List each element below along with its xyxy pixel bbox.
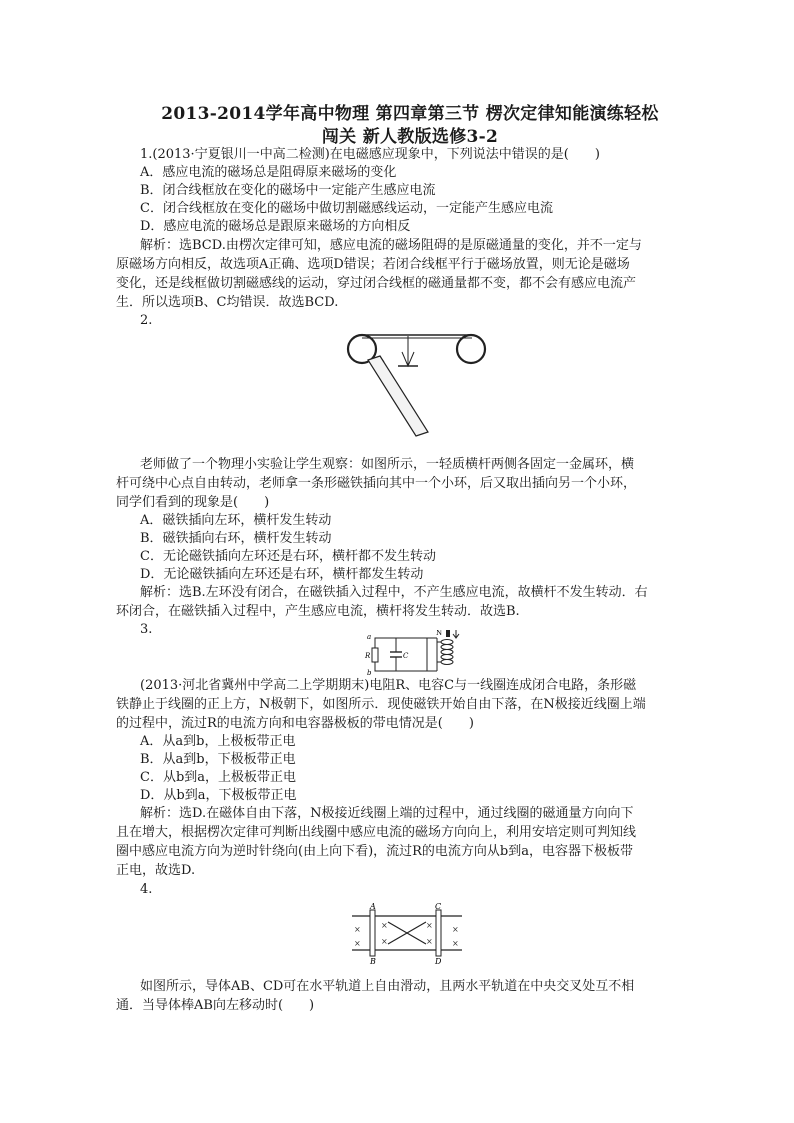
label-b: B xyxy=(370,957,376,964)
right-ring-closed xyxy=(457,335,485,363)
question-3-number: 3. xyxy=(140,622,153,637)
question-4-stem-line2: 通．当导体棒AB向左移动时( ) xyxy=(116,998,315,1013)
question-2-stem-line3: 同学们看到的现象是( ) xyxy=(116,495,270,510)
svg-text:×: × xyxy=(354,925,361,934)
document-title-line1: 2013-2014学年高中物理 第四章第三节 楞次定律知能演练轻松 xyxy=(161,104,659,124)
question-3-answer-line4: 正电，故选D. xyxy=(116,863,196,878)
resistor-r xyxy=(372,648,378,662)
question-3-stem-line3: 的过程中，流过R的电流方向和电容器极板的带电情况是( ) xyxy=(116,716,474,731)
question-3-answer-line2: 且在增大，根据楞次定律可判断出线圈中感应电流的磁场方向向上，利用安培定则可判知线 xyxy=(116,825,637,840)
conductor-ab xyxy=(370,910,375,956)
label-a: A xyxy=(370,902,376,911)
question-1-answer-line4: 生．所以选项B、C均错误．故选BCD. xyxy=(116,295,339,310)
svg-text:×: × xyxy=(452,939,459,948)
question-3-answer-line1: 解析：选D.在磁体自由下落，N极接近线圈上端的过程中，通过线圈的磁通量方向向下 xyxy=(140,806,634,821)
question-2-number: 2. xyxy=(140,313,153,328)
svg-text:×: × xyxy=(426,921,433,930)
svg-text:×: × xyxy=(426,937,433,946)
label-n: N xyxy=(436,630,443,637)
question-3-option-a: A．从a到b，上极板带正电 xyxy=(140,734,296,749)
svg-text:×: × xyxy=(354,939,361,948)
question-1-option-a: A．感应电流的磁场总是阻碍原来磁场的变化 xyxy=(140,165,397,180)
question-4-stem-line1: 如图所示，导体AB、CD可在水平轨道上自由滑动，且两水平轨道在中央交叉处互不相 xyxy=(140,979,635,994)
document-title-line2: 闯关 新人教版选修3-2 xyxy=(321,127,499,147)
question-1-option-b: B．闭合线框放在变化的磁场中一定能产生感应电流 xyxy=(140,183,436,198)
question-2-option-b: B．磁铁插向右环，横杆发生转动 xyxy=(140,531,332,546)
bar-magnet-north xyxy=(446,630,450,637)
svg-text:×: × xyxy=(381,921,388,930)
question-2-option-c: C．无论磁铁插向左环还是右环，横杆都不发生转动 xyxy=(140,549,436,564)
conductor-cd xyxy=(436,910,441,956)
question-1-option-d: D．感应电流的磁场总是跟原来磁场的方向相反 xyxy=(140,219,411,234)
question-1-answer-line3: 变化，还是线框做切割磁感线的运动，穿过闭合线框的磁通量都不变，都不会有感应电流产 xyxy=(116,276,637,291)
coil-turn xyxy=(441,640,453,645)
question-2-option-d: D．无论磁铁插向左环还是右环，横杆都发生转动 xyxy=(140,567,424,582)
bar-magnet xyxy=(368,356,428,436)
label-r: R xyxy=(365,652,371,660)
label-b: b xyxy=(367,669,372,675)
figure-rc-coil-circuit xyxy=(363,630,475,675)
question-2-answer-line2: 环闭合，在磁铁插入过程中，产生感应电流，横杆将发生转动．故选B. xyxy=(116,604,520,619)
label-c: C xyxy=(435,902,442,911)
question-1-stem: 1.(2013·宁夏银川一中高二检测)在电磁感应现象中，下列说法中错误的是( ) xyxy=(140,147,600,162)
question-3-stem-line2: 铁静止于线圈的正上方，N极朝下，如图所示．现使磁铁开始自由下落，在N极接近线圈上端 xyxy=(116,697,646,712)
figure-crossed-rails xyxy=(348,902,466,964)
question-1-option-c: C．闭合线框放在变化的磁场中做切割磁感线运动，一定能产生感应电流 xyxy=(140,201,553,216)
question-3-answer-line3: 圈中感应电流方向为逆时针绕向(由上向下看)，流过R的电流方向从b到a，电容器下极板带 xyxy=(116,844,634,859)
label-a: a xyxy=(367,633,372,641)
question-3-stem-line1: (2013·河北省冀州中学高二上学期期末)电阻R、电容C与一线圈连成闭合电路，条形磁 xyxy=(140,678,637,693)
svg-text:×: × xyxy=(452,925,459,934)
question-1-answer-line2: 原磁场方向相反，故选项A正确、选项D错误；若闭合线框平行于磁场放置，则无论是磁场 xyxy=(116,257,630,272)
question-3-option-c: C．从b到a，上极板带正电 xyxy=(140,770,297,785)
question-4-number: 4. xyxy=(140,882,153,897)
question-3-option-d: D．从b到a，下极板带正电 xyxy=(140,788,297,803)
svg-text:×: × xyxy=(381,937,388,946)
label-d: D xyxy=(435,957,442,964)
label-c: C xyxy=(403,652,409,660)
question-2-answer-line1: 解析：选B.左环没有闭合，在磁铁插入过程中，不产生感应电流，故横杆不发生转动．右 xyxy=(140,585,648,600)
question-2-stem-line1: 老师做了一个物理小实验让学生观察：如图所示，一轻质横杆两侧各固定一金属环，横 xyxy=(140,457,635,472)
question-1-answer-line1: 解析：选BCD.由楞次定律可知，感应电流的磁场阻碍的是原磁通量的变化，并不一定与 xyxy=(140,238,642,253)
question-2-option-a: A．磁铁插向左环，横杆发生转动 xyxy=(140,513,332,528)
question-2-stem-line2: 杆可绕中心点自由转动，老师拿一条形磁铁插向其中一个小环，后又取出插向另一个小环， xyxy=(116,476,637,491)
question-3-option-b: B．从a到b，下极板带正电 xyxy=(140,752,296,767)
figure-crossbar-rings xyxy=(338,322,494,456)
